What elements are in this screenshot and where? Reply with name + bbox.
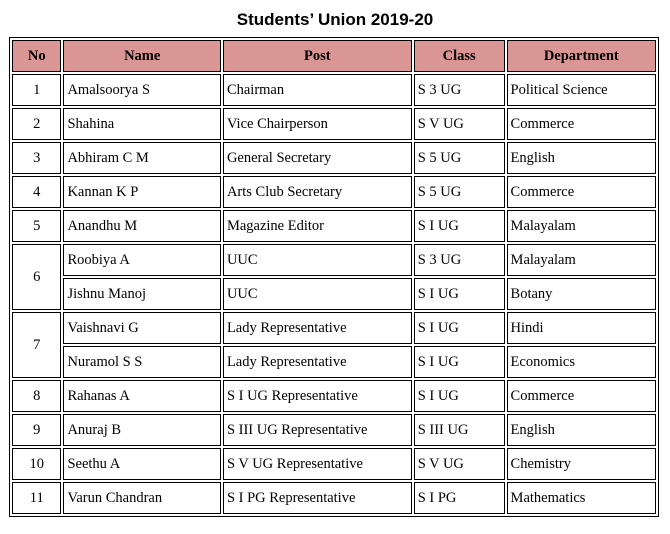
header-row bbox=[12, 40, 656, 72]
table-row bbox=[12, 346, 656, 378]
table-row bbox=[12, 312, 656, 344]
cell-post: S I UG Representative bbox=[223, 380, 412, 412]
table-row bbox=[12, 108, 656, 140]
cell-class: S V UG bbox=[414, 448, 505, 480]
cell-department: Economics bbox=[507, 346, 656, 378]
cell-post: Arts Club Secretary bbox=[223, 176, 412, 208]
header-no: No bbox=[12, 40, 61, 72]
cell-department: Political Science bbox=[507, 74, 656, 106]
cell-class: S 3 UG bbox=[414, 244, 505, 276]
header-department: Department bbox=[507, 40, 656, 72]
cell-post: Lady Representative bbox=[223, 312, 412, 344]
page-title: Students’ Union 2019-20 bbox=[236, 10, 434, 29]
cell-department: Commerce bbox=[507, 108, 656, 140]
cell-post: Chairman bbox=[223, 74, 412, 106]
cell-name: Jishnu Manoj bbox=[63, 278, 220, 310]
cell-post: S V UG Representative bbox=[223, 448, 412, 480]
cell-no: 2 bbox=[12, 108, 61, 140]
cell-class: S I UG bbox=[414, 210, 505, 242]
cell-class: S 5 UG bbox=[414, 176, 505, 208]
cell-name: Amalsoorya S bbox=[63, 74, 220, 106]
cell-post: General Secretary bbox=[223, 142, 412, 174]
table-row bbox=[12, 74, 656, 106]
cell-post: S I PG Representative bbox=[223, 482, 412, 514]
table-row bbox=[12, 244, 656, 276]
cell-no: 9 bbox=[12, 414, 61, 446]
table-row bbox=[12, 414, 656, 446]
cell-no: 11 bbox=[12, 482, 61, 514]
table-row bbox=[12, 142, 656, 174]
cell-department: Malayalam bbox=[507, 210, 656, 242]
cell-name: Kannan K P bbox=[63, 176, 220, 208]
cell-department: Mathematics bbox=[507, 482, 656, 514]
header-name: Name bbox=[63, 40, 220, 72]
cell-department: Commerce bbox=[507, 380, 656, 412]
header-post: Post bbox=[223, 40, 412, 72]
table-row bbox=[12, 176, 656, 208]
cell-post: Vice Chairperson bbox=[223, 108, 412, 140]
table-row bbox=[12, 278, 656, 310]
table-row bbox=[12, 482, 656, 514]
cell-name: Seethu A bbox=[63, 448, 220, 480]
cell-class: S 3 UG bbox=[414, 74, 505, 106]
cell-name: Anuraj B bbox=[63, 414, 220, 446]
table-row bbox=[12, 210, 656, 242]
cell-class: S I UG bbox=[414, 278, 505, 310]
cell-department: Malayalam bbox=[507, 244, 656, 276]
cell-post: UUC bbox=[223, 244, 412, 276]
cell-no: 4 bbox=[12, 176, 61, 208]
cell-department: Commerce bbox=[507, 176, 656, 208]
cell-class: S I PG bbox=[414, 482, 505, 514]
cell-department: English bbox=[507, 414, 656, 446]
cell-name: Roobiya A bbox=[63, 244, 220, 276]
cell-department: English bbox=[507, 142, 656, 174]
header-class: Class bbox=[414, 40, 505, 72]
cell-department: Hindi bbox=[507, 312, 656, 344]
union-table bbox=[9, 37, 659, 517]
cell-name: Nuramol S S bbox=[63, 346, 220, 378]
cell-name: Abhiram C M bbox=[63, 142, 220, 174]
cell-class: S I UG bbox=[414, 312, 505, 344]
cell-no: 8 bbox=[12, 380, 61, 412]
cell-name: Anandhu M bbox=[63, 210, 220, 242]
table-row bbox=[12, 448, 656, 480]
cell-class: S I UG bbox=[414, 346, 505, 378]
cell-no: 5 bbox=[12, 210, 61, 242]
cell-name: Shahina bbox=[63, 108, 220, 140]
cell-department: Chemistry bbox=[507, 448, 656, 480]
cell-name: Varun Chandran bbox=[63, 482, 220, 514]
cell-post: Magazine Editor bbox=[223, 210, 412, 242]
cell-name: Rahanas A bbox=[63, 380, 220, 412]
cell-no: 1 bbox=[12, 74, 61, 106]
cell-post: Lady Representative bbox=[223, 346, 412, 378]
cell-no: 3 bbox=[12, 142, 61, 174]
cell-name: Vaishnavi G bbox=[63, 312, 220, 344]
cell-class: S 5 UG bbox=[414, 142, 505, 174]
cell-class: S III UG bbox=[414, 414, 505, 446]
cell-post: UUC bbox=[223, 278, 412, 310]
cell-class: S V UG bbox=[414, 108, 505, 140]
cell-no: 6 bbox=[12, 244, 61, 310]
cell-no: 10 bbox=[12, 448, 61, 480]
cell-department: Botany bbox=[507, 278, 656, 310]
cell-post: S III UG Representative bbox=[223, 414, 412, 446]
table-row bbox=[12, 380, 656, 412]
cell-class: S I UG bbox=[414, 380, 505, 412]
cell-no: 7 bbox=[12, 312, 61, 378]
